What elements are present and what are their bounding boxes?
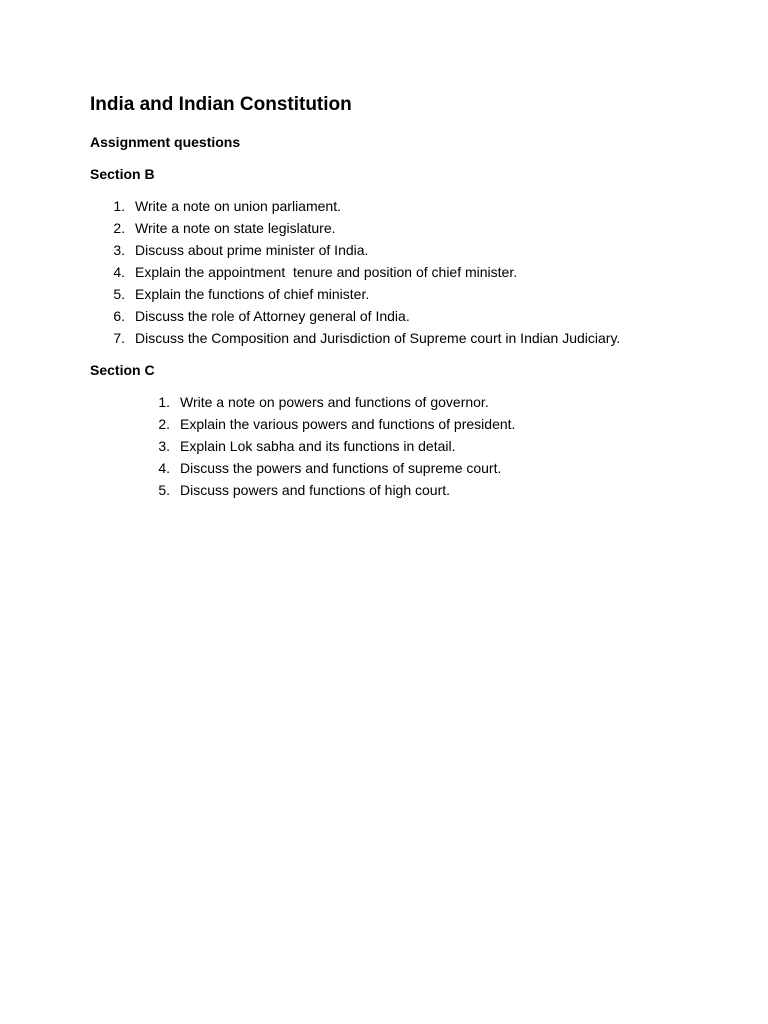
section-b-question-list (90, 196, 621, 350)
question-item (90, 240, 369, 262)
question-item (135, 436, 456, 458)
question-text: Write a note on state legislature. (135, 220, 336, 236)
section-c-heading: Section C (90, 362, 155, 378)
document-title: India and Indian Constitution (90, 94, 352, 115)
question-text: Write a note on union parliament. (135, 198, 341, 214)
question-number: 4. (158, 460, 170, 476)
question-number: 5. (158, 482, 170, 498)
question-number: 1. (158, 394, 170, 410)
question-text: Discuss the Composition and Jurisdiction of Supreme court in Indian Judiciary. (135, 330, 621, 346)
question-item (135, 458, 502, 480)
question-text: Explain the appointment tenure and position of chief minister. (135, 264, 518, 280)
question-item (90, 262, 518, 284)
question-item (90, 306, 410, 328)
question-item (90, 196, 341, 218)
question-item (135, 392, 489, 414)
question-item (135, 480, 451, 502)
question-number: 6. (113, 308, 125, 324)
question-text: Discuss the powers and functions of supreme court. (180, 460, 502, 476)
question-text: Discuss powers and functions of high court. (180, 482, 451, 498)
question-text: Write a note on powers and functions of governor. (180, 394, 489, 410)
question-item (90, 218, 336, 240)
question-item (90, 328, 621, 350)
question-number: 1. (113, 198, 125, 214)
question-text: Discuss the role of Attorney general of India. (135, 308, 410, 324)
question-text: Explain the various powers and functions of president. (180, 416, 516, 432)
question-item (135, 414, 516, 436)
section-b-heading: Section B (90, 166, 155, 182)
question-number: 3. (113, 242, 125, 258)
question-number: 4. (113, 264, 125, 280)
question-number: 3. (158, 438, 170, 454)
section-c-question-list (135, 392, 516, 502)
question-item (90, 284, 370, 306)
question-number: 5. (113, 286, 125, 302)
question-text: Explain the functions of chief minister. (135, 286, 370, 302)
document-subtitle: Assignment questions (90, 134, 241, 150)
question-text: Explain Lok sabha and its functions in detail. (180, 438, 456, 454)
question-number: 2. (158, 416, 170, 432)
question-number: 7. (113, 330, 125, 346)
question-number: 2. (113, 220, 125, 236)
question-text: Discuss about prime minister of India. (135, 242, 369, 258)
